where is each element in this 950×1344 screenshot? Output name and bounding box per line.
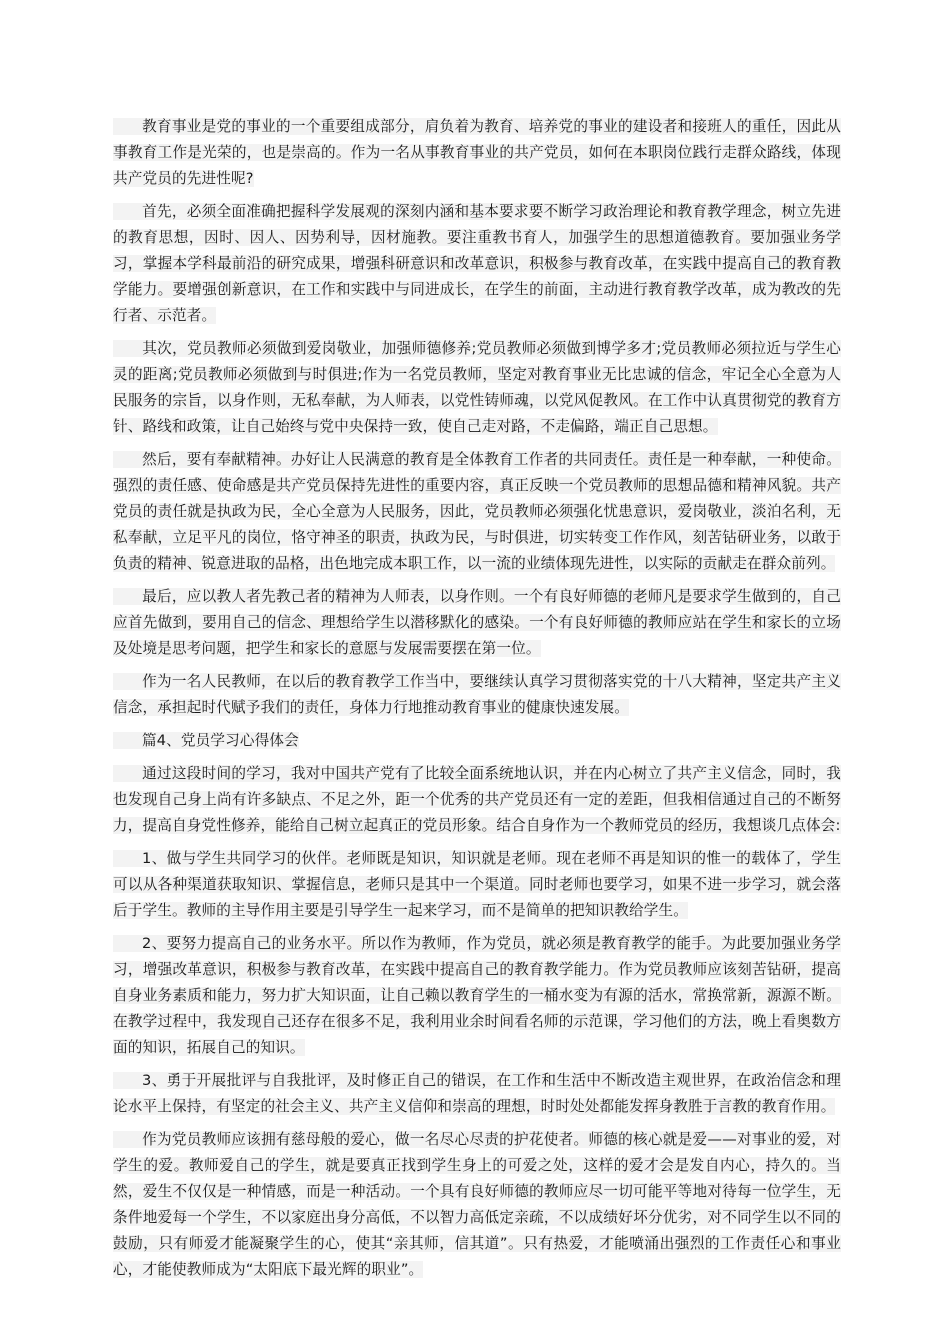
section-heading: 篇4、党员学习心得体会 xyxy=(113,728,841,754)
paragraph-point-1: 1、做与学生共同学习的伙伴。老师既是知识，知识就是老师。现在老师不再是知识的惟一的载体了，学生可以从各种渠道获取知识、掌握信息，老师只是其中一个渠道。同时老师也要学习，如果不进一步学习，就会落后于学生。教师的主导作用主要是引导学生一起来学习，而不是简单的把知识教给学生。 xyxy=(113,850,841,919)
paragraph-conclusion: 作为一名人民教师，在以后的教育教学工作当中，要继续认真学习贯彻落实党的十八大精神，坚定共产主义信念，承担起时代赋予我们的责任，身体力行地推动教育事业的健康快速发展。 xyxy=(113,673,841,716)
paragraph-study: 通过这段时间的学习，我对中国共产党有了比较全面系统地认识，并在内心树立了共产主义信念，同时，我也发现自己身上尚有许多缺点、不足之外，距一个优秀的共产党员还有一定的差距，但我相信通过自己的不断努力，提高自身党性修养，能给自己树立起真正的党员形象。结合自身作为一个教师党员的经历，我想谈几点体会: xyxy=(113,765,841,834)
paragraph-then: 然后，要有奉献精神。办好让人民满意的教育是全体教育工作者的共同责任。责任是一种奉献，一种使命。强烈的责任感、使命感是共产党员保持先进性的重要内容，真正反映一个党员教师的思想品德和精神风貌。共产党员的责任就是执政为民，全心全意为人民服务，因此，党员教师必须强化忧患意识，爱岗敬业，淡泊名利，无私奉献，立足平凡的岗位，恪守神圣的职责，执政为民，与时俱进，切实转变工作作风，刻苦钻研业务，以敢于负责的精神、锐意进取的品格，出色地完成本职工作，以一流的业绩体现先进性，以实际的贡献走在群众前列。 xyxy=(113,451,841,572)
paragraph-first: 首先，必须全面准确把握科学发展观的深刻内涵和基本要求要不断学习政治理论和教育教学理念，树立先进的教育思想，因时、因人、因势利导，因材施教。要注重教书育人，加强学生的思想道德教育。要加强业务学习，掌握本学科最前沿的研究成果，增强科研意识和改革意识，积极参与教育改革，在实践中提高自己的教育教学能力。要增强创新意识，在工作和实践中与同进成长，在学生的前面，主动进行教育教学改革，成为教改的先行者、示范者。 xyxy=(113,203,841,324)
paragraph-point-2: 2、要努力提高自己的业务水平。所以作为教师，作为党员，就必须是教育教学的能手。为此要加强业务学习，增强改革意识，积极参与教育改革，在实践中提高自己的教育教学能力。作为党员教师应该刻苦钻研，提高自身业务素质和能力，努力扩大知识面，让自己赖以教育学生的一桶水变为有源的活水，常换常新，源源不断。在教学过程中，我发现自己还存在很多不足，我利用业余时间看名师的示范课，学习他们的方法，晚上看奥数方面的知识，拓展自己的知识。 xyxy=(113,935,841,1056)
paragraph-point-3: 3、勇于开展批评与自我批评，及时修正自己的错误，在工作和生活中不断改造主观世界，在政治信念和理论水平上保持，有坚定的社会主义、共产主义信仰和崇高的理想，时时处处都能发挥身教胜于言教的教育作用。 xyxy=(113,1072,841,1115)
paragraph-love: 作为党员教师应该拥有慈母般的爱心，做一名尽心尽责的护花使者。师德的核心就是爱——对事业的爱，对学生的爱。教师爱自己的学生，就是要真正找到学生身上的可爱之处，这样的爱才会是发自内心，持久的。当然，爱生不仅仅是一种情感，而是一种活动。一个具有良好师德的教师应尽一切可能平等地对待每一位学生，无条件地爱每一个学生，不以家庭出身分高低，不以智力高低定亲疏，不以成绩好坏分优劣，对不同学生以不同的鼓励，只有师爱才能凝聚学生的心，使其“亲其师，信其道”。只有热爱，才能喷涌出强烈的工作责任心和事业心，才能使教师成为“太阳底下最光辉的职业”。 xyxy=(113,1131,841,1278)
paragraph-second: 其次，党员教师必须做到爱岗敬业，加强师德修养;党员教师必须做到博学多才;党员教师必须拉近与学生心灵的距离;党员教师必须做到与时俱进;作为一名党员教师，坚定对教育事业无比忠诚的信念，牢记全心全意为人民服务的宗旨，以身作则，无私奉献，为人师表，以党性铸师魂，以党风促教风。在工作中认真贯彻党的教育方针、路线和政策，让自己始终与党中央保持一致，使自己走对路，不走偏路，端正自己思想。 xyxy=(113,340,841,435)
paragraph-finally: 最后，应以教人者先教己者的精神为人师表，以身作则。一个有良好师德的老师凡是要求学生做到的，自己应首先做到，要用自己的信念、理想给学生以潜移默化的感染。一个有良好师德的教师应站在学生和家长的立场及处境是思考问题，把学生和家长的意愿与发展需要摆在第一位。 xyxy=(113,588,841,657)
document-page xyxy=(113,114,841,1290)
paragraph-intro: 教育事业是党的事业的一个重要组成部分，肩负着为教育、培养党的事业的建设者和接班人的重任，因此从事教育工作是光荣的，也是崇高的。作为一名从事教育事业的共产党员，如何在本职岗位践行走群众路线，体现共产党员的先进性呢? xyxy=(113,118,841,187)
